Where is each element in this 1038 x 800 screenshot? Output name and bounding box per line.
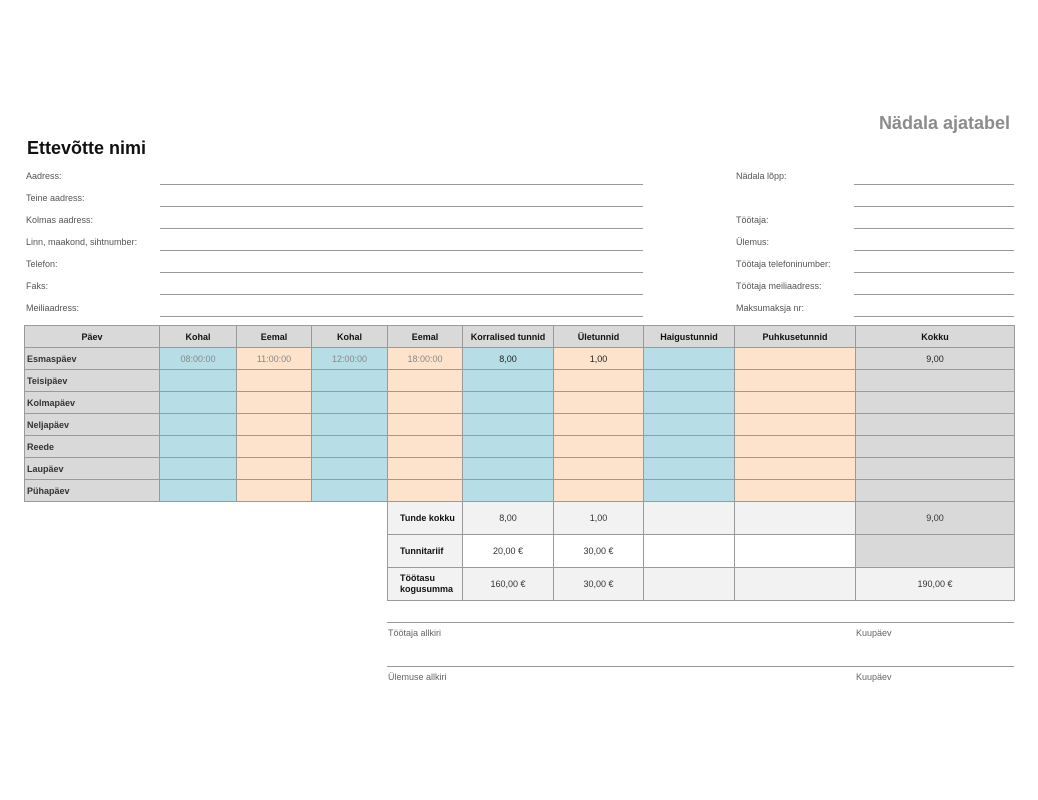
regular-hours-cell[interactable] bbox=[463, 370, 554, 392]
city-field[interactable] bbox=[26, 237, 643, 251]
rate-cell[interactable] bbox=[644, 535, 735, 568]
hourly-rate-label: Tunnitariif bbox=[388, 535, 463, 568]
header-total: Kokku bbox=[856, 326, 1015, 348]
blank-field[interactable] bbox=[736, 193, 1014, 207]
header-out: Eemal bbox=[388, 326, 463, 348]
time-out-cell[interactable] bbox=[388, 392, 463, 414]
week-end-field[interactable] bbox=[736, 171, 1014, 185]
table-row bbox=[25, 370, 1015, 392]
field-label: Maksumaksja nr: bbox=[736, 303, 805, 313]
total-cell bbox=[856, 370, 1015, 392]
summary-cell: 1,00 bbox=[554, 502, 644, 535]
time-out-cell[interactable] bbox=[388, 436, 463, 458]
regular-hours-cell[interactable] bbox=[463, 392, 554, 414]
time-out-cell[interactable] bbox=[237, 414, 312, 436]
day-cell: Neljapäev bbox=[25, 414, 160, 436]
address3-field[interactable] bbox=[26, 215, 643, 229]
employee-phone-field[interactable] bbox=[736, 259, 1014, 273]
time-in-cell[interactable] bbox=[312, 392, 388, 414]
fax-field[interactable] bbox=[26, 281, 643, 295]
header-in: Kohal bbox=[160, 326, 237, 348]
time-out-cell[interactable] bbox=[237, 370, 312, 392]
time-in-cell[interactable]: 12:00:00 bbox=[312, 348, 388, 370]
time-in-cell[interactable] bbox=[160, 392, 237, 414]
overtime-cell[interactable] bbox=[554, 370, 644, 392]
vacation-hours-cell[interactable] bbox=[735, 348, 856, 370]
header-vacation-hours: Puhkusetunnid bbox=[735, 326, 856, 348]
time-out-cell[interactable]: 11:00:00 bbox=[237, 348, 312, 370]
table-row bbox=[25, 436, 1015, 458]
vacation-hours-cell[interactable] bbox=[735, 392, 856, 414]
vacation-hours-cell[interactable] bbox=[735, 436, 856, 458]
time-out-cell[interactable] bbox=[388, 370, 463, 392]
header-regular-hours: Korralised tunnid bbox=[463, 326, 554, 348]
regular-hours-cell[interactable] bbox=[463, 480, 554, 502]
time-out-cell[interactable] bbox=[388, 414, 463, 436]
summary-row bbox=[388, 568, 1015, 601]
time-in-cell[interactable]: 08:00:00 bbox=[160, 348, 237, 370]
vacation-hours-cell[interactable] bbox=[735, 370, 856, 392]
sick-hours-cell[interactable] bbox=[644, 392, 735, 414]
field-label: Linn, maakond, sihtnumber: bbox=[26, 237, 138, 247]
total-cell bbox=[856, 436, 1015, 458]
field-label: Ülemus: bbox=[736, 237, 770, 247]
table-row bbox=[25, 348, 1015, 370]
summary-cell: 160,00 € bbox=[463, 568, 554, 601]
overtime-cell[interactable] bbox=[554, 392, 644, 414]
header-day: Päev bbox=[25, 326, 160, 348]
employee-signature-label: Töötaja allkiri bbox=[388, 628, 442, 638]
field-label: Meiliaadress: bbox=[26, 303, 80, 313]
summary-row bbox=[388, 502, 1015, 535]
time-in-cell[interactable] bbox=[160, 436, 237, 458]
taxpayer-field[interactable] bbox=[736, 303, 1014, 317]
table-row bbox=[25, 458, 1015, 480]
table-row bbox=[25, 414, 1015, 436]
time-in-cell[interactable] bbox=[312, 414, 388, 436]
field-label: Nädala lõpp: bbox=[736, 171, 787, 181]
company-name: Ettevõtte nimi bbox=[27, 138, 147, 158]
sick-hours-cell[interactable] bbox=[644, 414, 735, 436]
field-label: Teine aadress: bbox=[26, 193, 85, 203]
address-field[interactable] bbox=[26, 171, 643, 185]
sick-hours-cell[interactable] bbox=[644, 370, 735, 392]
time-out-cell[interactable]: 18:00:00 bbox=[388, 348, 463, 370]
total-hours-label: Tunde kokku bbox=[388, 502, 463, 535]
manager-date-label: Kuupäev bbox=[856, 672, 892, 682]
overtime-cell[interactable] bbox=[554, 458, 644, 480]
employee-email-field[interactable] bbox=[736, 281, 1014, 295]
regular-hours-cell[interactable] bbox=[463, 458, 554, 480]
time-in-cell[interactable] bbox=[160, 414, 237, 436]
timesheet-table bbox=[24, 325, 1015, 502]
sick-hours-cell[interactable] bbox=[644, 348, 735, 370]
manager-signature-label: Ülemuse allkiri bbox=[388, 672, 447, 682]
sick-hours-cell[interactable] bbox=[644, 458, 735, 480]
email-field[interactable] bbox=[26, 303, 643, 317]
vacation-hours-cell[interactable] bbox=[735, 480, 856, 502]
summary-cell: 30,00 € bbox=[554, 568, 644, 601]
field-label: Töötaja: bbox=[736, 215, 769, 225]
regular-hours-cell[interactable] bbox=[463, 436, 554, 458]
rate-cell[interactable] bbox=[735, 535, 856, 568]
header-out: Eemal bbox=[237, 326, 312, 348]
total-cell bbox=[856, 392, 1015, 414]
manager-field[interactable] bbox=[736, 237, 1014, 251]
time-out-cell[interactable] bbox=[388, 458, 463, 480]
total-cell: 9,00 bbox=[856, 348, 1015, 370]
summary-total-cell: 9,00 bbox=[856, 502, 1015, 535]
vacation-hours-cell[interactable] bbox=[735, 414, 856, 436]
summary-total-cell: 190,00 € bbox=[856, 568, 1015, 601]
table-row bbox=[25, 392, 1015, 414]
summary-cell bbox=[644, 568, 735, 601]
day-cell: Pühapäev bbox=[25, 480, 160, 502]
total-cell bbox=[856, 458, 1015, 480]
time-in-cell[interactable] bbox=[160, 480, 237, 502]
summary-cell: 8,00 bbox=[463, 502, 554, 535]
document-title: Nädala ajatabel bbox=[878, 113, 1010, 133]
header-in: Kohal bbox=[312, 326, 388, 348]
total-cell bbox=[856, 414, 1015, 436]
total-cell bbox=[856, 480, 1015, 502]
time-out-cell[interactable] bbox=[237, 392, 312, 414]
total-pay-label: Töötasu kogusumma bbox=[388, 568, 463, 601]
table-header-row bbox=[25, 326, 1015, 348]
time-in-cell[interactable] bbox=[160, 458, 237, 480]
employee-signature-line[interactable] bbox=[387, 622, 1014, 623]
day-cell: Kolmapäev bbox=[25, 392, 160, 414]
summary-cell bbox=[735, 568, 856, 601]
summary-cell bbox=[644, 502, 735, 535]
day-cell: Reede bbox=[25, 436, 160, 458]
field-label: Töötaja telefoninumber: bbox=[736, 259, 831, 269]
time-out-cell[interactable] bbox=[237, 480, 312, 502]
overtime-cell[interactable] bbox=[554, 480, 644, 502]
field-label: Telefon: bbox=[26, 259, 58, 269]
field-label: Faks: bbox=[26, 281, 49, 291]
time-in-cell[interactable] bbox=[312, 480, 388, 502]
time-in-cell[interactable] bbox=[312, 458, 388, 480]
field-label: Aadress: bbox=[26, 171, 62, 181]
rate-cell[interactable]: 20,00 € bbox=[463, 535, 554, 568]
address2-field[interactable] bbox=[26, 193, 643, 207]
manager-signature-line[interactable] bbox=[387, 666, 1014, 667]
day-cell: Teisipäev bbox=[25, 370, 160, 392]
table-row bbox=[25, 480, 1015, 502]
regular-hours-cell[interactable]: 8,00 bbox=[463, 348, 554, 370]
overtime-cell[interactable] bbox=[554, 436, 644, 458]
header-overtime: Ületunnid bbox=[554, 326, 644, 348]
employee-field[interactable] bbox=[736, 215, 1014, 229]
employee-date-label: Kuupäev bbox=[856, 628, 892, 638]
day-cell: Esmaspäev bbox=[25, 348, 160, 370]
sick-hours-cell[interactable] bbox=[644, 480, 735, 502]
regular-hours-cell[interactable] bbox=[463, 414, 554, 436]
time-in-cell[interactable] bbox=[312, 436, 388, 458]
field-label: Kolmas aadress: bbox=[26, 215, 94, 225]
time-out-cell[interactable] bbox=[388, 480, 463, 502]
field-label: Töötaja meiliaadress: bbox=[736, 281, 822, 291]
summary-table bbox=[387, 501, 1015, 601]
time-out-cell[interactable] bbox=[237, 436, 312, 458]
time-out-cell[interactable] bbox=[237, 458, 312, 480]
summary-cell bbox=[735, 502, 856, 535]
vacation-hours-cell[interactable] bbox=[735, 458, 856, 480]
summary-total-cell bbox=[856, 535, 1015, 568]
header-sick-hours: Haigustunnid bbox=[644, 326, 735, 348]
overtime-cell[interactable] bbox=[554, 414, 644, 436]
rate-cell[interactable]: 30,00 € bbox=[554, 535, 644, 568]
time-in-cell[interactable] bbox=[312, 370, 388, 392]
phone-field[interactable] bbox=[26, 259, 643, 273]
day-cell: Laupäev bbox=[25, 458, 160, 480]
time-in-cell[interactable] bbox=[160, 370, 237, 392]
sick-hours-cell[interactable] bbox=[644, 436, 735, 458]
overtime-cell[interactable]: 1,00 bbox=[554, 348, 644, 370]
summary-row bbox=[388, 535, 1015, 568]
